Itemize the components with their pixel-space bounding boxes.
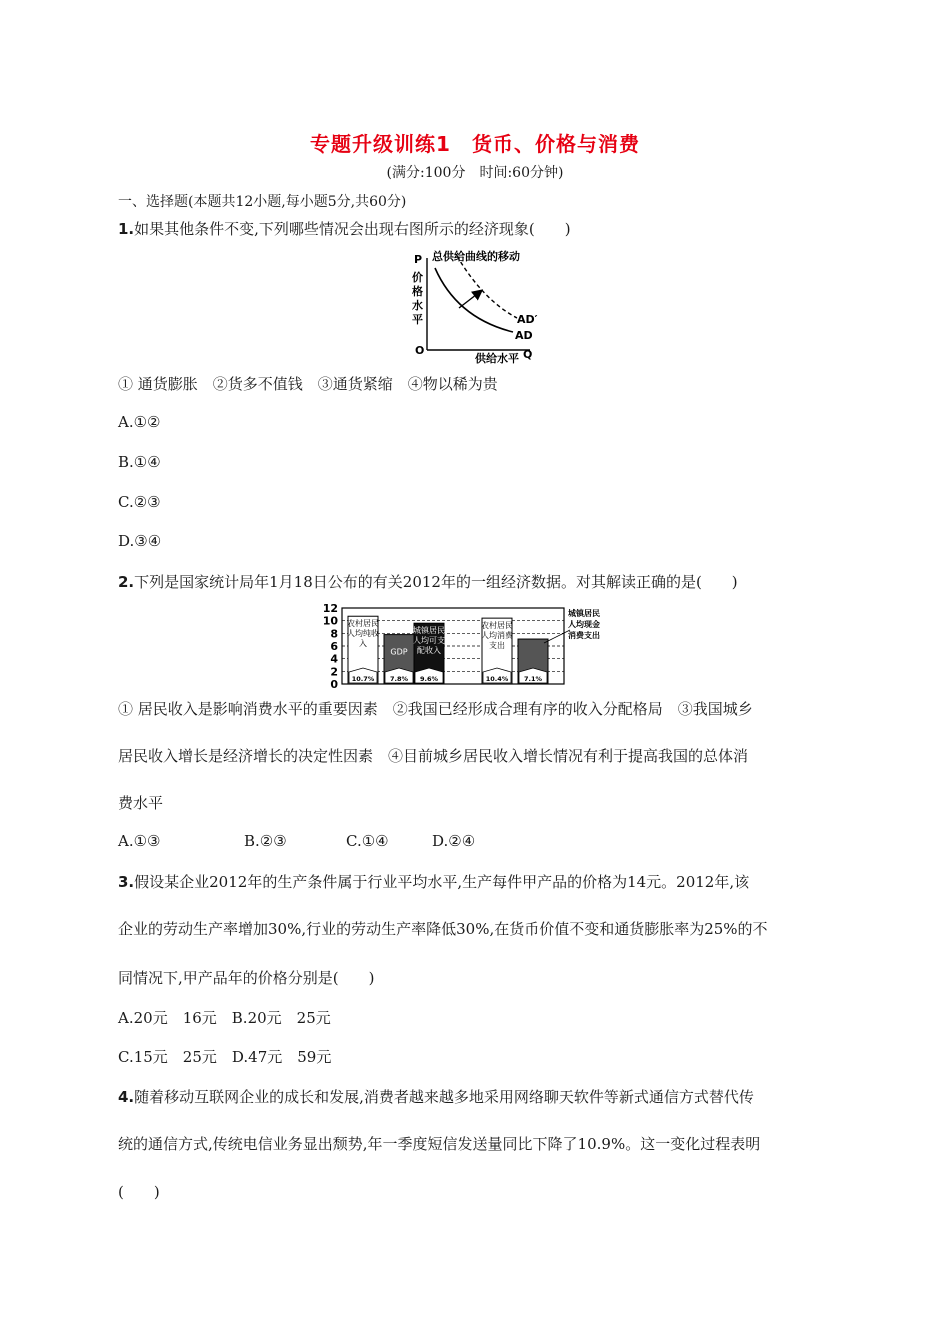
axis-q-label: Q: [523, 348, 533, 361]
bar-category-label: 城镇居民: [413, 626, 445, 636]
y-label-char: 格: [412, 285, 423, 298]
origin-label: O: [415, 344, 425, 357]
option-d[interactable]: D.②④: [432, 832, 476, 850]
question-number: 1.: [118, 220, 135, 238]
shift-arrow: [459, 291, 481, 308]
question-1-stem: [118, 218, 571, 239]
annotation-label: 人均现金: [568, 620, 600, 629]
option-a[interactable]: A.①③: [118, 832, 161, 850]
x-axis-label: 供给水平: [475, 352, 519, 365]
curve-ad-prime-label: AD′: [517, 313, 538, 326]
value-label: 7.8%: [389, 675, 409, 683]
question-3-options-line-2[interactable]: C.15元 25元 D.47元 59元: [118, 1048, 332, 1066]
curve-ad: [435, 268, 513, 332]
question-2-options: [118, 832, 475, 850]
axis-p-label: P: [414, 253, 423, 266]
y-tick-label: 8: [330, 627, 338, 641]
y-tick-label: 6: [330, 640, 338, 653]
supply-curve-figure: [395, 246, 545, 366]
bar-category-label: 人均可支: [413, 636, 445, 646]
page-subtitle: (满分:100分 时间:60分钟): [386, 165, 564, 181]
value-label: 9.6%: [419, 675, 439, 683]
value-label: 10.4%: [485, 675, 509, 683]
y-label-char: 水: [412, 299, 423, 312]
figure-title: 总供给曲线的移动: [432, 250, 520, 263]
curve-ad-label: AD: [515, 329, 533, 342]
question-2-statements-line-2: 居民收入增长是经济增长的决定性因素 ④目前城乡居民收入增长情况有利于提高我国的总体消: [118, 747, 749, 765]
question-number: 4.: [118, 1088, 135, 1106]
question-number: 3.: [118, 873, 135, 891]
bar-category-label: 人均消费: [481, 631, 513, 641]
y-tick-label: 2: [330, 665, 338, 679]
question-3-stem-line-1: [118, 871, 749, 892]
y-label-char: 平: [412, 313, 423, 326]
value-label: 7.1%: [523, 675, 543, 683]
bar-category-label: 配收入: [417, 646, 441, 656]
y-label-char: 价: [412, 271, 423, 284]
option-d[interactable]: D.③④: [118, 532, 162, 550]
page-title: 专题升级训练1 货币、价格与消费: [310, 132, 640, 156]
question-2-stem: [118, 571, 738, 592]
question-text: 下列是国家统计局年1月18日公布的有关2012年的一组经济数据。对其解读正确的是( ): [134, 573, 738, 591]
bar-category-label: 农村居民: [347, 619, 379, 629]
question-4-stem-line-1: [118, 1086, 754, 1107]
value-label: 10.7%: [351, 675, 375, 683]
question-2-statements-line-1: ① 居民收入是影响消费水平的重要因素 ②我国已经形成合理有序的收入分配格局 ③我国城乡: [118, 700, 753, 718]
y-tick-label: 4: [330, 652, 338, 666]
bar-category-label: 人均纯收: [347, 629, 379, 639]
section-heading: 一、选择题(本题共12小题,每小题5分,共60分): [118, 194, 407, 210]
question-text: 如果其他条件不变,下列哪些情况会出现右图所示的经济现象( ): [134, 220, 571, 238]
question-4-stem-line-2: 统的通信方式,传统电信业务显出颓势,年一季度短信发送量同比下降了10.9%。这一变化过程表明: [118, 1135, 761, 1153]
bar-category-label: GDP: [390, 647, 408, 657]
annotation-label: 消费支出: [568, 631, 600, 640]
annotation-label: 城镇居民: [568, 609, 600, 618]
annotation-leader: [544, 630, 570, 643]
question-text: 假设某企业2012年的生产条件属于行业平均水平,生产每件甲产品的价格为14元。2012年,该: [134, 873, 750, 891]
question-4-stem-line-3: ( ): [118, 1183, 160, 1201]
bar-category-label: 支出: [489, 641, 505, 651]
y-tick-label: 10: [322, 614, 338, 628]
question-3-options-line-1[interactable]: A.20元 16元 B.20元 25元: [118, 1009, 331, 1027]
question-3-stem-line-3: 同情况下,甲产品年的价格分别是( ): [118, 969, 375, 987]
option-b[interactable]: B.②③: [244, 832, 287, 850]
question-1-statements: ① 通货膨胀 ②货多不值钱 ③通货紧缩 ④物以稀为贵: [118, 375, 498, 393]
option-b[interactable]: B.①④: [118, 453, 161, 471]
option-a[interactable]: A.①②: [118, 413, 161, 431]
option-c[interactable]: C.②③: [118, 493, 161, 511]
economic-data-bar-chart: [318, 604, 638, 690]
bar-category-label: 入: [359, 639, 367, 649]
bar-category-label: 农村居民: [481, 621, 513, 631]
question-number: 2.: [118, 573, 135, 591]
option-c[interactable]: C.①④: [346, 832, 389, 850]
y-tick-label: 12: [322, 604, 338, 615]
question-text: 随着移动互联网企业的成长和发展,消费者越来越多地采用网络聊天软件等新式通信方式替代传: [134, 1088, 754, 1106]
question-2-statements-line-3: 费水平: [118, 794, 164, 812]
question-3-stem-line-2: 企业的劳动生产率增加30%,行业的劳动生产率降低30%,在货币价值不变和通货膨胀率为25%的不: [118, 920, 768, 938]
y-tick-label: 0: [330, 678, 338, 690]
